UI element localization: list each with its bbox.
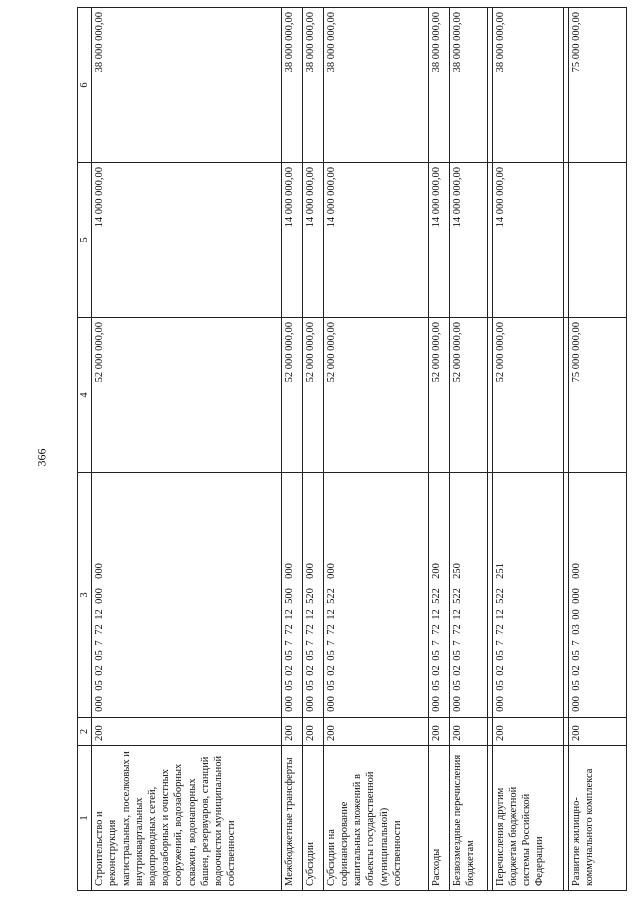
header-col-2: 2 (78, 718, 92, 746)
row-value-col4: 52 000 000,00 (282, 318, 303, 473)
row-value-col6: 38 000 000,00 (449, 8, 487, 163)
row-budget-code (569, 473, 627, 718)
row-value-col6: 38 000 000,00 (323, 8, 428, 163)
row-admin-code: 200 (323, 718, 428, 746)
row-name: Перечисления другим бюджетам бюджетной системы Российской Федерации (492, 746, 564, 891)
code-segment: 251 (494, 563, 506, 579)
row-value-col6: 38 000 000,00 (302, 8, 323, 163)
table-row (92, 8, 282, 891)
code-segment: 7 (94, 640, 106, 646)
code-segment: 02 (325, 665, 337, 676)
header-col-3: 3 (78, 473, 92, 718)
code-segment: 522 (325, 588, 337, 604)
page-number: 366 (34, 448, 49, 467)
code-segment: 05 (451, 680, 463, 691)
row-admin-code: 200 (282, 718, 303, 746)
code-segment: 7 (431, 640, 443, 646)
code-segment: 000 (94, 588, 106, 604)
code-segment: 000 (304, 563, 316, 579)
code-segment: 72 (304, 624, 316, 635)
header-col-4: 4 (78, 318, 92, 473)
code-segment: 05 (431, 650, 443, 661)
row-name: Безвозмездные перечисления бюджетам (449, 746, 487, 891)
row-budget-code (282, 473, 303, 718)
row-budget-code (302, 473, 323, 718)
header-col-6: 6 (78, 8, 92, 163)
code-segment: 12 (304, 609, 316, 620)
row-value-col4: 52 000 000,00 (302, 318, 323, 473)
row-admin-code: 200 (92, 718, 282, 746)
row-value-col5: 14 000 000,00 (282, 163, 303, 318)
code-segment: 72 (325, 624, 337, 635)
row-value-col4: 52 000 000,00 (92, 318, 282, 473)
row-value-col5: 14 000 000,00 (429, 163, 450, 318)
table-row (569, 8, 627, 891)
code-segment: 522 (431, 588, 443, 604)
row-admin-code: 200 (302, 718, 323, 746)
table-row (282, 8, 303, 891)
code-segment: 05 (431, 680, 443, 691)
row-name: Расходы (429, 746, 450, 891)
table-row (449, 8, 487, 891)
header-row (78, 8, 92, 891)
code-segment: 12 (284, 609, 296, 620)
code-segment: 000 (431, 696, 443, 712)
code-segment: 000 (284, 696, 296, 712)
code-segment: 7 (284, 640, 296, 646)
code-segment: 500 (284, 588, 296, 604)
code-segment: 05 (94, 650, 106, 661)
row-value-col5: 14 000 000,00 (302, 163, 323, 318)
row-value-col4: 75 000 000,00 (569, 318, 627, 473)
row-value-col6: 38 000 000,00 (429, 8, 450, 163)
code-segment: 000 (494, 696, 506, 712)
code-segment: 05 (451, 650, 463, 661)
code-segment: 02 (451, 665, 463, 676)
code-segment: 02 (494, 665, 506, 676)
code-segment: 12 (94, 609, 106, 620)
code-segment: 02 (571, 665, 583, 676)
code-segment: 05 (284, 650, 296, 661)
code-segment: 000 (94, 563, 106, 579)
code-segment: 02 (284, 665, 296, 676)
row-value-col5: 14 000 000,00 (449, 163, 487, 318)
row-value-col5: 14 000 000,00 (92, 163, 282, 318)
code-segment: 03 (571, 624, 583, 635)
code-segment: 522 (451, 588, 463, 604)
code-segment: 520 (304, 588, 316, 604)
code-segment: 12 (325, 609, 337, 620)
code-segment: 05 (571, 650, 583, 661)
row-name: Субсидии (302, 746, 323, 891)
row-value-col6: 38 000 000,00 (282, 8, 303, 163)
row-name: Развитие жилищно-коммунального комплекса (569, 746, 627, 891)
code-segment: 12 (494, 609, 506, 620)
code-segment: 000 (284, 563, 296, 579)
code-segment: 000 (94, 696, 106, 712)
code-segment: 02 (94, 665, 106, 676)
code-segment: 05 (304, 650, 316, 661)
code-segment: 000 (304, 696, 316, 712)
table-row (323, 8, 428, 891)
code-segment: 000 (571, 563, 583, 579)
table-row (302, 8, 323, 891)
code-segment: 72 (284, 624, 296, 635)
row-value-col5: 14 000 000,00 (492, 163, 564, 318)
row-admin-code: 200 (449, 718, 487, 746)
code-segment: 522 (494, 588, 506, 604)
code-segment: 05 (304, 680, 316, 691)
row-value-col5: 14 000 000,00 (323, 163, 428, 318)
code-segment: 200 (431, 563, 443, 579)
code-segment: 250 (451, 563, 463, 579)
row-budget-code (492, 473, 564, 718)
header-col-5: 5 (78, 163, 92, 318)
code-segment: 72 (451, 624, 463, 635)
code-segment: 000 (571, 696, 583, 712)
code-segment: 000 (325, 696, 337, 712)
code-segment: 00 (571, 609, 583, 620)
rotated-table-wrapper (77, 8, 627, 891)
code-segment: 7 (571, 640, 583, 646)
row-value-col4: 52 000 000,00 (323, 318, 428, 473)
code-segment: 000 (571, 588, 583, 604)
row-budget-code (449, 473, 487, 718)
budget-table (77, 7, 627, 891)
code-segment: 05 (325, 680, 337, 691)
row-value-col6: 75 000 000,00 (569, 8, 627, 163)
code-segment: 7 (325, 640, 337, 646)
row-name: Строительство и реконструкция магистральных, поселковых и внутриквартальных водопроводных сетей, водозаборных и очистных сооружений, водозаборных скважин, водонапорных башен, резервуаров, станций водоочистки муниципальной собственности (92, 746, 282, 891)
row-admin-code: 200 (492, 718, 564, 746)
code-segment: 05 (94, 680, 106, 691)
row-value-col6: 38 000 000,00 (92, 8, 282, 163)
row-value-col4: 52 000 000,00 (449, 318, 487, 473)
code-segment: 02 (304, 665, 316, 676)
row-budget-code (92, 473, 282, 718)
row-budget-code (429, 473, 450, 718)
code-segment: 05 (571, 680, 583, 691)
row-value-col6: 38 000 000,00 (492, 8, 564, 163)
code-segment: 7 (304, 640, 316, 646)
row-name: Межбюджетные трансферты (282, 746, 303, 891)
table-row (429, 8, 450, 891)
code-segment: 05 (494, 650, 506, 661)
row-name: Субсидии на софинансирование капитальных вложений в объекты государственной (муниципальной) собственности (323, 746, 428, 891)
code-segment: 02 (431, 665, 443, 676)
code-segment: 72 (431, 624, 443, 635)
row-budget-code (323, 473, 428, 718)
code-segment: 12 (431, 609, 443, 620)
row-admin-code: 200 (569, 718, 627, 746)
row-value-col4: 52 000 000,00 (492, 318, 564, 473)
row-value-col4: 52 000 000,00 (429, 318, 450, 473)
code-segment: 05 (494, 680, 506, 691)
code-segment: 12 (451, 609, 463, 620)
code-segment: 72 (494, 624, 506, 635)
header-col-1: 1 (78, 746, 92, 891)
code-segment: 000 (325, 563, 337, 579)
code-segment: 05 (284, 680, 296, 691)
code-segment: 7 (494, 640, 506, 646)
row-value-col5 (569, 163, 627, 318)
code-segment: 7 (451, 640, 463, 646)
code-segment: 05 (325, 650, 337, 661)
code-segment: 72 (94, 624, 106, 635)
code-segment: 000 (451, 696, 463, 712)
row-admin-code: 200 (429, 718, 450, 746)
table-row (492, 8, 564, 891)
